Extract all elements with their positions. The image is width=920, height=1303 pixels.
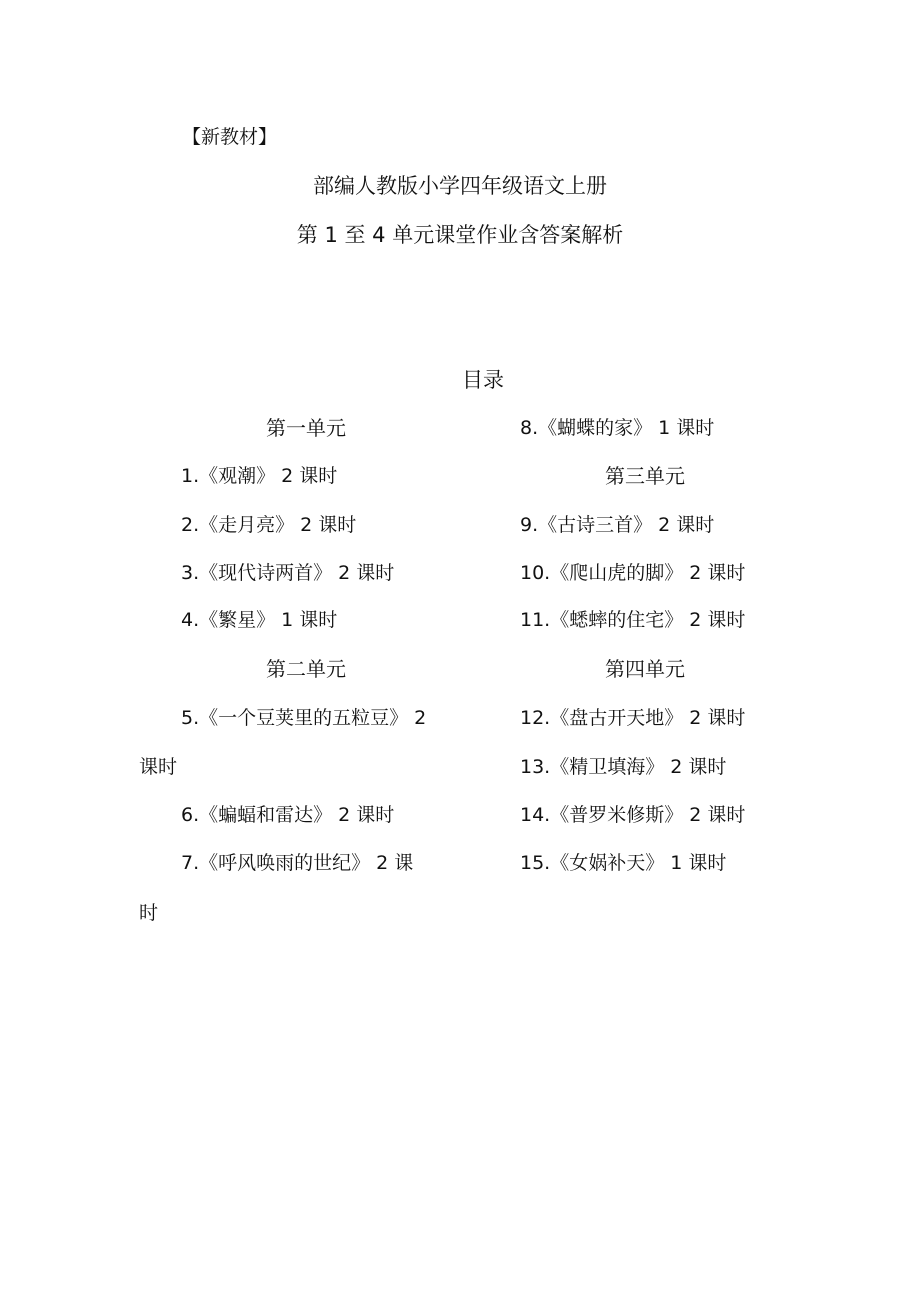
new-textbook-tag: 【新教材】 — [182, 126, 278, 148]
toc-item-11: 11.《蟋蟀的住宅》 2 课时 — [520, 609, 746, 631]
toc-heading: 目录 — [462, 368, 504, 392]
toc-item-3: 3.《现代诗两首》 2 课时 — [181, 562, 395, 584]
toc-item-14: 14.《普罗米修斯》 2 课时 — [520, 804, 746, 826]
toc-item-5-continued: 课时 — [139, 756, 178, 778]
toc-item-4: 4.《繁星》 1 课时 — [181, 609, 338, 631]
toc-item-1: 1.《观潮》 2 课时 — [181, 465, 338, 487]
toc-item-9: 9.《古诗三首》 2 课时 — [520, 514, 715, 536]
toc-item-10: 10.《爬山虎的脚》 2 课时 — [520, 562, 746, 584]
toc-unit-1: 第一单元 — [266, 416, 346, 440]
document-title: 部编人教版小学四年级语文上册 — [313, 174, 607, 198]
toc-item-13: 13.《精卫填海》 2 课时 — [520, 756, 727, 778]
toc-item-7-continued: 时 — [139, 902, 159, 924]
toc-item-8: 8.《蝴蝶的家》 1 课时 — [520, 417, 715, 439]
toc-item-15: 15.《女娲补天》 1 课时 — [520, 852, 727, 874]
toc-unit-2: 第二单元 — [266, 657, 346, 681]
toc-item-5: 5.《一个豆荚里的五粒豆》 2 — [181, 707, 427, 729]
toc-unit-4: 第四单元 — [605, 657, 685, 681]
toc-unit-3: 第三单元 — [605, 464, 685, 488]
toc-item-12: 12.《盘古开天地》 2 课时 — [520, 707, 746, 729]
toc-item-6: 6.《蝙蝠和雷达》 2 课时 — [181, 804, 395, 826]
document-subtitle: 第 1 至 4 单元课堂作业含答案解析 — [296, 223, 624, 247]
toc-item-7: 7.《呼风唤雨的世纪》 2 课 — [181, 852, 414, 874]
toc-item-2: 2.《走月亮》 2 课时 — [181, 514, 357, 536]
